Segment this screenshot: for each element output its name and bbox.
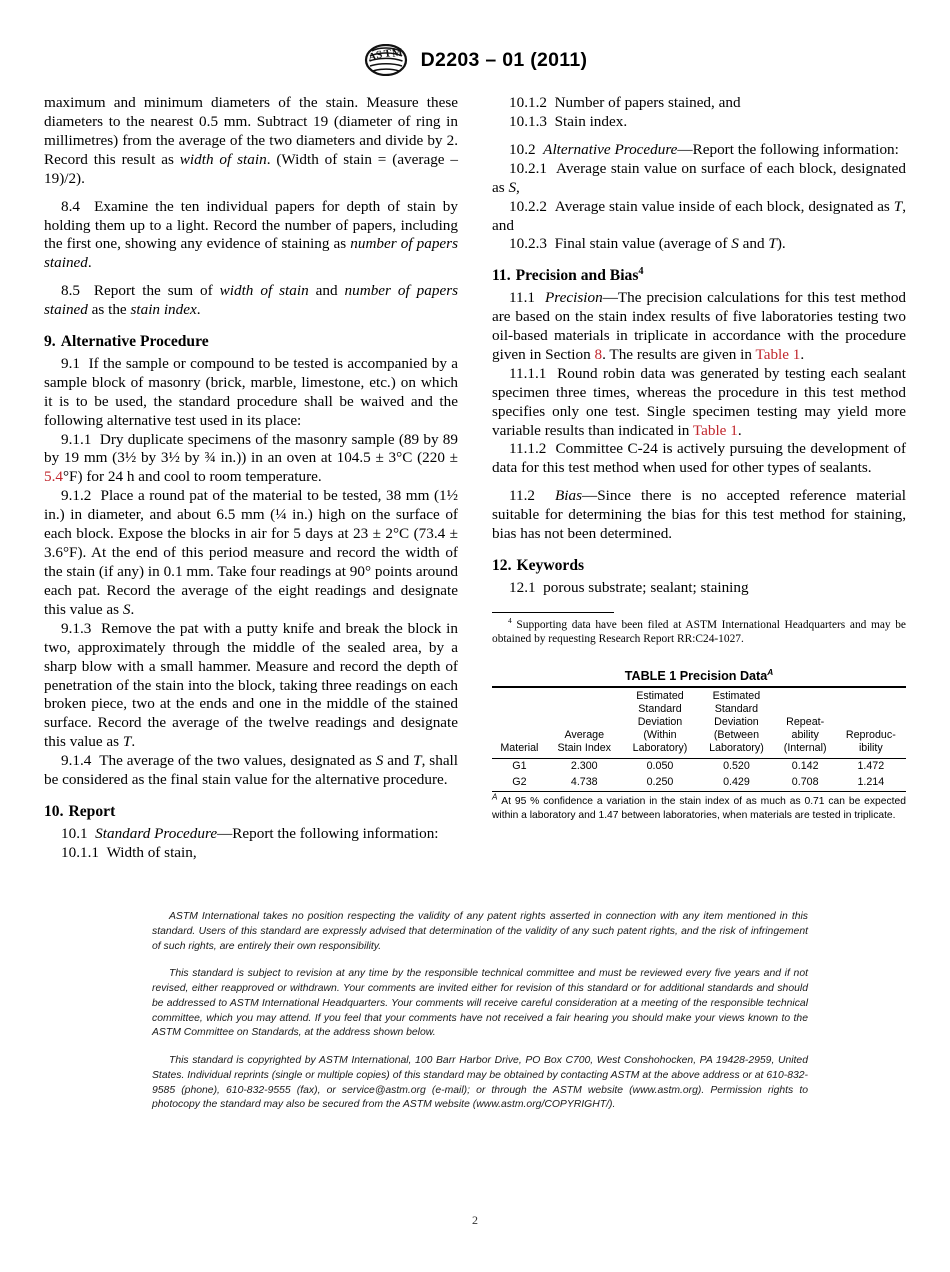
table-cell: 0.429 xyxy=(723,776,750,789)
table-column-header: Average Stain Index xyxy=(557,728,611,754)
clause-number: 10.1 xyxy=(61,824,88,842)
section-heading-9: 9. Alternative Procedure xyxy=(44,333,209,351)
link-table-1[interactable]: Table 1 xyxy=(755,345,801,363)
emphasis-bias: Bias xyxy=(555,487,583,505)
clause-number: 9.1.1 xyxy=(61,430,92,448)
section-heading-10: 10. Report xyxy=(44,803,116,821)
clause-number: 12.1 xyxy=(509,578,536,596)
footnote-reference-4[interactable]: 4 xyxy=(638,266,644,278)
clause-number: 10.2.1 xyxy=(509,159,547,177)
svg-text:A: A xyxy=(367,50,377,64)
table-cell: 0.142 xyxy=(791,760,819,773)
paragraph-10-1-1: 10.1.1 Width of stain, xyxy=(61,843,197,861)
paragraph-10-2-2: 10.2.2 Average stain value inside of each block, designated as T, and xyxy=(492,197,907,234)
table-body xyxy=(492,758,906,791)
paragraph-10-1-3: 10.1.3 Stain index. xyxy=(509,112,628,130)
table-column-header: Material xyxy=(500,741,539,754)
svg-text:M: M xyxy=(390,46,404,60)
paragraph-11-1: 11.1 Precision—The precision calculations for this test method are based on the stain index results of five laboratories testing two oil-based materials in triplicate in accordance with the procedure given in Section 8. The results are given in Table 1. xyxy=(492,289,907,363)
paragraph-9-1-4: 9.1.4 The average of the two values, designated as S and T, shall be considered as the final stain value for the alternative procedure. xyxy=(44,752,458,789)
emphasis-alternative-procedure: Alternative Procedure xyxy=(543,140,678,158)
table-cell: 0.520 xyxy=(723,760,750,773)
clause-number: 11.1.2 xyxy=(509,440,547,458)
paragraph-11-1-2: 11.1.2 Committee C-24 is actively pursuing the development of data for this test method when used for other types of sealants. xyxy=(492,440,907,477)
footnote-4: $^4$ Supporting data have been filed at ASTM International Headquarters and may be obtained by requesting Research Report RR:C24-1027. xyxy=(492,615,906,646)
clause-number: 10.2.3 xyxy=(509,235,547,253)
svg-text:S: S xyxy=(374,48,383,62)
paragraph-11-2: 11.2 Bias—Since there is no accepted reference material suitable for determining the bias for this test method for staining, bias has not been determined. xyxy=(492,487,907,543)
table-footnote-marker: A xyxy=(492,792,498,802)
legal-notices xyxy=(152,910,808,1113)
table-column-header: Repeat- ability (Internal) xyxy=(783,715,827,754)
clause-number: 8.5 xyxy=(61,282,80,300)
section-heading-12: 12. Keywords xyxy=(492,557,585,575)
clause-number: 8.4 xyxy=(61,197,80,215)
clause-number: 10.1.2 xyxy=(509,94,547,111)
paragraph-9-1-1: 9.1.1 Dry duplicate specimens of the masonry sample (89 by 89 by 19 mm (3½ by 3½ by ¾ in.)) in an oven at 104.5 ± 3°C (220 ± 5.4°F) for 24 h and cool to room temperature. xyxy=(44,430,458,486)
paragraph-9-1-3: 9.1.3 Remove the pat with a putty knife and break the block in two, approximately through the middle of the sealed area, by a sharp blow with a small hammer. Measure and record the depth of penetration of the stain into the block, taking three readings on each broken piece, two at the ends and one in the middle of the stained surface. Record the average of the twelve readings and designate this value as T. xyxy=(44,619,458,751)
table-column-header: Reproduc- ibility xyxy=(845,728,896,754)
table-cell: G1 xyxy=(512,760,527,773)
table-row xyxy=(492,775,906,792)
clause-number: 9.1.3 xyxy=(61,619,92,637)
revision-notice: This standard is subject to revision at any time by the responsible technical committee and must be reviewed every five years and if not revised, either reapproved or withdrawn. Your comments are invited either for revision of this standard or for additional standards and should be addressed to ASTM International Headquarters. Your comments will receive careful consideration at a meeting of the responsible technical committee, which you may attend. If you feel that your comments have not received a fair hearing you should make your views known to the ASTM Committee on Standards, at the address shown below. xyxy=(152,968,808,1039)
document-columns xyxy=(44,94,906,863)
section-heading-11: 11. Precision and Bias$^4$ xyxy=(492,266,644,285)
right-column xyxy=(492,94,906,863)
paragraph-10-2: 10.2 Alternative Procedure—Report the following information: xyxy=(509,140,899,158)
table-header-row xyxy=(492,687,906,759)
table-caption: TABLE 1 Precision Data$^A$ xyxy=(624,666,774,683)
paragraph-9-1-2: 9.1.2 Place a round pat of the material to be tested, 38 mm (1½ in.) in diameter, and about 6.5 mm (¼ in.) high on the surface of each block. Expose the blocks in air for 5 days at 23 ± 2°C (73.4 ± 3.6°F). At the end of this period measure and record the width of the stain (if any) in 0.1 mm. Take four readings at 90° points around each pat. Record the average of the eight readings and designate this value as S. xyxy=(44,487,458,618)
table-column-header: Estimated Standard Deviation (Between Laboratory) xyxy=(709,689,764,754)
paragraph-10-1-2: 10.1.2 Number of papers stained, and xyxy=(509,94,741,111)
table-footnote-reference[interactable]: A xyxy=(767,666,774,677)
paragraph-11-1-1: 11.1.1 Round robin data was generated by testing each sealant specimen three times, whereas the procedure in this test method specifies only one test. Single specimen testing may yield more variable results than indicated in Table 1. xyxy=(492,364,906,439)
footnote-marker: 4 xyxy=(508,615,512,625)
page-number: 2 xyxy=(472,1213,478,1227)
paragraph-8-3-continued: maximum and minimum diameters of the stain. Measure these diameters to the nearest 0.5 mm. Subtract 19 (diameter of ring in millimetres) from the average of the two diameters and divide by 2. Record this result as width of stain. (Width of stain = (average – 19)/2). xyxy=(44,94,459,187)
table-cell: 1.214 xyxy=(857,776,885,789)
clause-number: 10.1.3 xyxy=(509,112,547,130)
table-cell: 0.250 xyxy=(646,776,674,789)
emphasis-standard-procedure: Standard Procedure xyxy=(95,824,218,842)
emphasis-width-of-stain: width of stain xyxy=(179,150,267,168)
paragraph-9-1: 9.1 If the sample or compound to be tested is accompanied by a sample block of masonry (brick, marble, limestone, etc.) on which it is to be used, the standard procedure shall be waived and the following alternative test used in its place: xyxy=(44,354,459,429)
table-cell: 1.472 xyxy=(857,760,885,773)
page-header xyxy=(0,44,950,76)
table-cell: G2 xyxy=(512,776,527,789)
table-cell: 2.300 xyxy=(570,760,598,773)
page-title: D2203 – 01 (2011) xyxy=(420,48,588,71)
paragraph-10-2-1: 10.2.1 Average stain value on surface of each block, designated as S, xyxy=(492,159,906,196)
paragraph-8-5: 8.5 Report the sum of width of stain and number of papers stained as the stain index. xyxy=(44,282,459,319)
table-header xyxy=(492,687,906,759)
footnote-divider xyxy=(492,612,614,613)
emphasis-number-of-papers-stained: number of papers stained xyxy=(44,235,458,272)
clause-number: 11.2 xyxy=(509,487,536,505)
paragraph-8-4: 8.4 Examine the ten individual papers for depth of stain by holding them up to a light. Record the number of papers, including the first one, showing any evidence of staining as number of papers stained. xyxy=(44,197,458,272)
table-cell: 0.050 xyxy=(646,760,674,773)
clause-number: 10.2.2 xyxy=(509,197,547,215)
clause-number: 11.1.1 xyxy=(509,364,547,382)
clause-number: 9.1.2 xyxy=(61,487,92,505)
link-table-1[interactable]: Table 1 xyxy=(692,421,738,439)
table-column-header: Estimated Standard Deviation (Within Laboratory) xyxy=(632,689,688,754)
table-row xyxy=(492,758,906,775)
clause-number: 10.1.1 xyxy=(61,843,99,861)
paragraph-12-1: 12.1 porous substrate; sealant; staining xyxy=(509,578,749,596)
paragraph-10-2-3: 10.2.3 Final stain value (average of S and T). xyxy=(509,235,786,253)
table-cell: 4.738 xyxy=(570,776,598,789)
copyright-notice: This standard is copyrighted by ASTM International, 100 Barr Harbor Drive, PO Box C700, West Conshohocken, PA 19428-2959, United States. Individual reprints (single or multiple copies) of this standard may be obtained by contacting ASTM at the above address or at 610-832-9585 (phone), 610-832-9555 (fax), or service@astm.org (e-mail); or through the ASTM website (www.astm.org). Permission rights to photocopy the standard may also be secured from the ASTM website (www.astm.org/COPYRIGHT/). xyxy=(152,1055,808,1111)
patent-notice: ASTM International takes no position respecting the validity of any patent rights asserted in connection with any item mentioned in this standard. Users of this standard are expressly advised that determination of the validity of any such patent rights, and the risk of infringement of such rights, are entirely their own responsibility. xyxy=(152,911,808,952)
clause-number: 10.2 xyxy=(509,140,536,158)
paragraph-10-1: 10.1 Standard Procedure—Report the following information: xyxy=(61,824,439,842)
precision-table-block xyxy=(492,666,906,822)
highlighted-value: 5.4 xyxy=(44,468,63,486)
precision-data-table xyxy=(492,686,906,792)
table-footnote: $^A$ At 95 % confidence a variation in the stain index of as much as 0.71 can be expected within a laboratory and 1.47 between laboratories, when materials are tested in triplicate. xyxy=(492,792,906,821)
clause-number: 11.1 xyxy=(509,289,536,307)
emphasis-precision: Precision xyxy=(545,289,603,307)
clause-number: 9.1 xyxy=(61,354,80,372)
svg-text:T: T xyxy=(382,47,392,61)
link-section-8[interactable]: 8 xyxy=(594,345,603,363)
left-column xyxy=(44,94,458,863)
table-cell: 0.708 xyxy=(791,776,819,789)
clause-number: 9.1.4 xyxy=(61,752,92,770)
astm-logo xyxy=(363,44,409,76)
